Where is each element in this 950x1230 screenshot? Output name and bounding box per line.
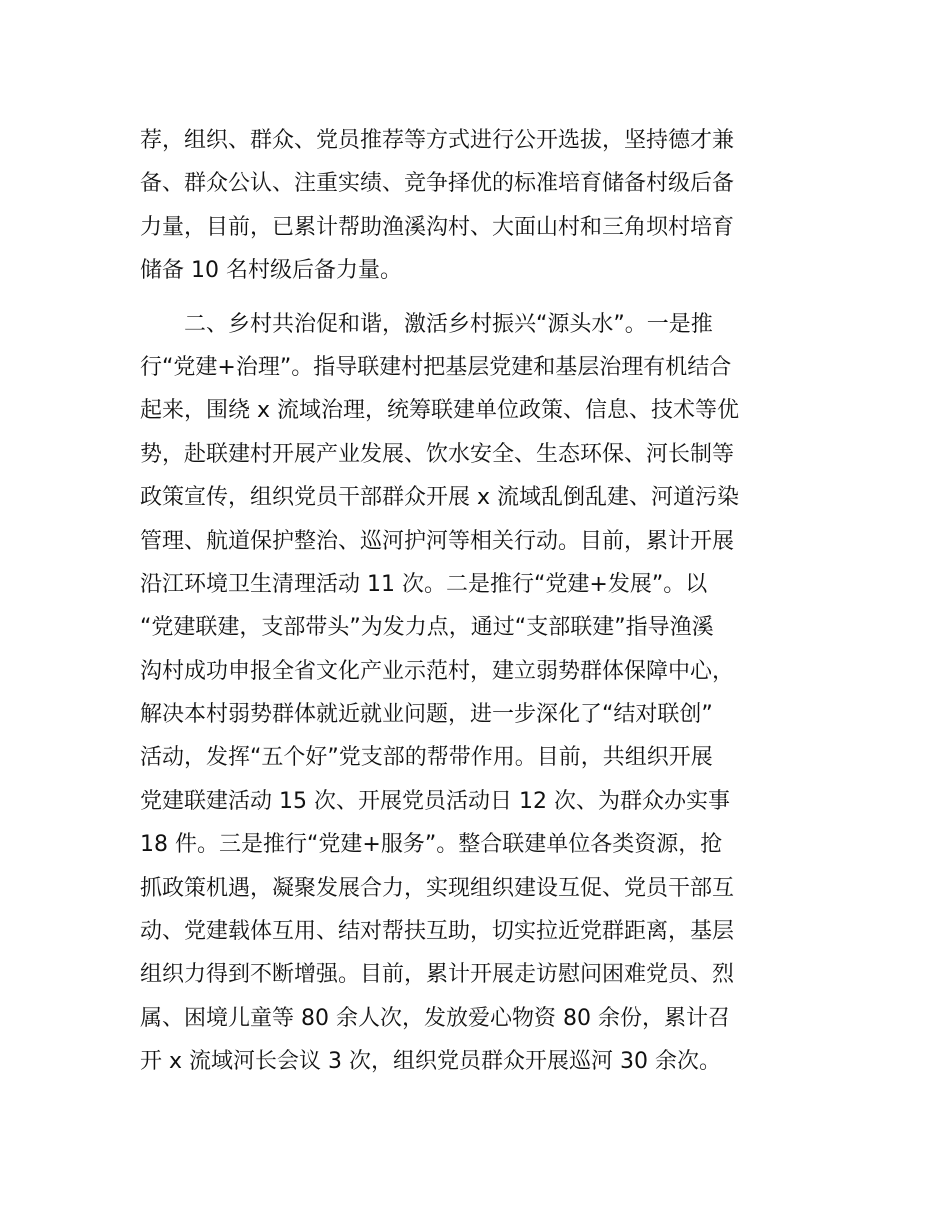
text-line: 荐，组织、群众、党员推荐等方式进行公开选拔，坚持德才兼 xyxy=(140,128,735,153)
text-line: 储备 10 名村级后备力量。 xyxy=(140,258,402,284)
text-line: 力量，目前，已累计帮助渔溪沟村、大面山村和三角坝村培育 xyxy=(140,214,735,240)
text-line: 二、乡村共治促和谐，激活乡村振兴“源头水”。一是推 xyxy=(184,311,713,337)
text-line: 动、党建载体互用、结对帮扶互助，切实拉近党群距离，基层 xyxy=(140,919,735,945)
text-line: 势，赴联建村开展产业发展、饮水安全、生态环保、河长制等 xyxy=(140,441,735,467)
text-line: 备、群众公认、注重实绩、竞争择优的标准培育储备村级后备 xyxy=(140,171,735,197)
text-line: 18 件。三是推行“党建+服务”。整合联建单位各类资源，抢 xyxy=(140,832,723,858)
text-line: 属、困境儿童等 80 余人次，发放爱心物资 80 余份，累计召 xyxy=(140,1005,730,1031)
text-line: 抓政策机遇，凝聚发展合力，实现组织建设互促、党员干部互 xyxy=(140,875,735,901)
paragraph-gap xyxy=(140,293,820,303)
text-line: 解决本村弱势群体就近就业问题，进一步深化了“结对联创” xyxy=(140,702,713,728)
document-body xyxy=(140,119,820,1084)
text-line: 沟村成功申报全省文化产业示范村，建立弱势群体保障中心， xyxy=(140,658,735,684)
paragraph-1 xyxy=(140,119,820,293)
text-line: “党建联建，支部带头”为发力点，通过“支部联建”指导渔溪 xyxy=(140,615,714,641)
paragraph-2 xyxy=(140,303,820,1084)
text-line: 行“党建+治理”。指导联建村把基层党建和基层治理有机结合 xyxy=(140,354,732,380)
text-line: 组织力得到不断增强。目前，累计开展走访慰问困难党员、烈 xyxy=(140,962,735,988)
text-line: 党建联建活动 15 次、开展党员活动日 12 次、为群众办实事 xyxy=(140,788,730,814)
text-line: 沿江环境卫生清理活动 11 次。二是推行“党建+发展”。以 xyxy=(140,571,708,597)
text-line: 起来，围绕 x 流域治理，统筹联建单位政策、信息、技术等优 xyxy=(140,398,740,424)
text-line: 政策宣传，组织党员干部群众开展 x 流域乱倒乱建、河道污染 xyxy=(140,485,740,511)
text-line: 管理、航道保护整治、巡河护河等相关行动。目前，累计开展 xyxy=(140,528,735,554)
text-line: 开 x 流域河长会议 3 次，组织党员群众开展巡河 30 余次。 xyxy=(140,1049,721,1075)
text-line: 活动，发挥“五个好”党支部的帮带作用。目前，共组织开展 xyxy=(140,745,713,771)
